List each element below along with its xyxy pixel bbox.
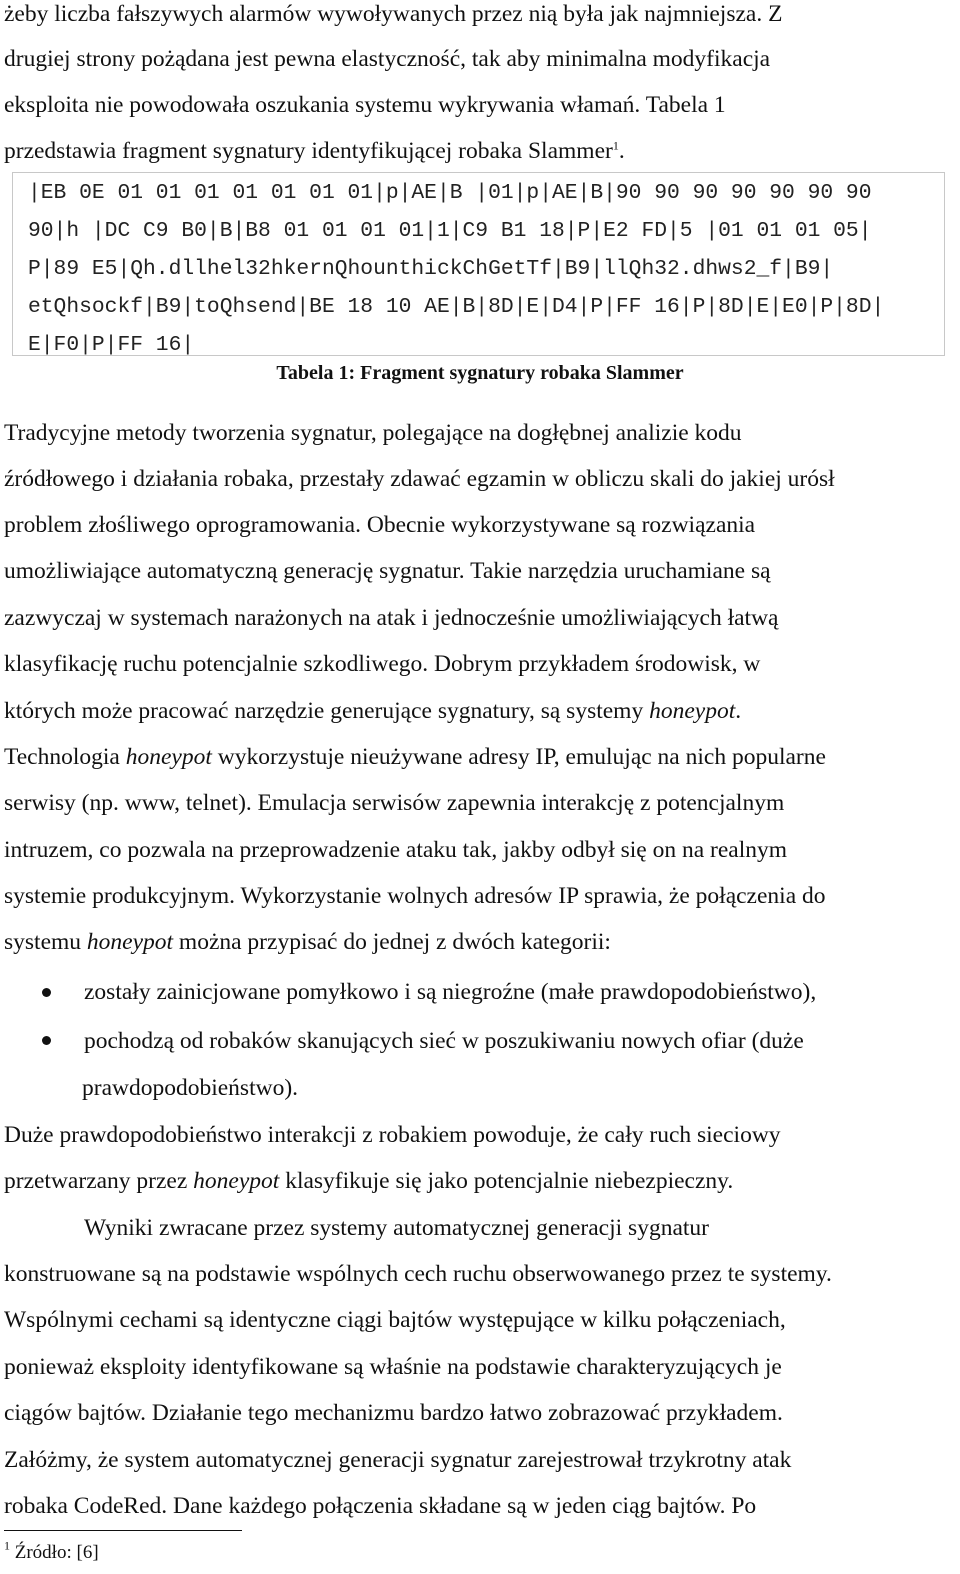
signature-line: |EB 0E 01 01 01 01 01 01 01|p|AE|B |01|p|AE|B|90 90 90 90 90 90 90 [28, 181, 872, 205]
footnote [4, 1540, 99, 1566]
signature-line: etQhsockf|B9|toQhsend|BE 18 10 AE|B|8D|E|D4|P|FF 16|P|8D|E|E0|P|8D| [28, 295, 885, 319]
text-span: których może pracować narzędzie generujące sygnatury, są systemy [4, 698, 650, 724]
italic-term: honeypot [125, 744, 212, 770]
text-span: . [735, 698, 742, 724]
text-line: eksploita nie powodowała oszukania systemu wykrywania włamań. Tabela 1 [4, 92, 726, 118]
italic-term: honeypot [193, 1168, 280, 1194]
bullet-dot [42, 988, 51, 997]
signature-line: P|89 E5|Qh.dllhel32hkernQhounthickChGetTf|B9|llQh32.dhws2_f|B9| [28, 257, 834, 281]
text-line [4, 697, 741, 725]
text-span: klasyfikuje się jako potencjalnie niebezpieczny. [279, 1168, 734, 1194]
footnote-text: Źródło: [6] [10, 1542, 99, 1563]
signature-line: E|F0|P|FF 16| [28, 333, 195, 357]
text-line: ciągów bajtów. Działanie tego mechanizmu bardzo łatwo zobrazować przykładem. [4, 1400, 783, 1426]
text-line: Tradycyjne metody tworzenia sygnatur, polegające na dogłębnej analizie kodu [4, 420, 742, 446]
text-line: klasyfikację ruchu potencjalnie szkodliwego. Dobrym przykładem środowisk, w [4, 651, 761, 677]
text-line: zazwyczaj w systemach narażonych na atak i jednocześnie umożliwiających łatwą [4, 605, 779, 631]
text-span: Technologia [4, 744, 126, 770]
bullet-item: pochodzą od robaków skanujących sieć w poszukiwaniu nowych ofiar (duże [84, 1028, 804, 1054]
text-line: Duże prawdopodobieństwo interakcji z robakiem powoduje, że cały ruch sieciowy [4, 1122, 781, 1148]
text-span: można przypisać do jednej z dwóch kategorii: [173, 929, 611, 955]
text-line: intruzem, co pozwala na przeprowadzenie ataku tak, jakby odbył się on na realnym [4, 837, 788, 863]
text-line: drugiej strony pożądana jest pewna elastyczność, tak aby minimalna modyfikacja [4, 46, 771, 72]
text-line: Załóżmy, że system automatycznej generacji sygnatur zarejestrował trzykrotny atak [4, 1447, 792, 1473]
bullet-dot [42, 1036, 51, 1045]
text-span: przedstawia fragment sygnatury identyfikującej robaka Slammer [4, 138, 613, 164]
italic-term: honeypot [86, 929, 174, 955]
table-caption: Tabela 1: Fragment sygnatury robaka Slammer [276, 362, 684, 384]
bullet-item-continuation: prawdopodobieństwo). [82, 1075, 299, 1101]
signature-table [12, 172, 945, 356]
text-span: wykorzystuje nieużywane adresy IP, emulując na nich popularne [211, 744, 826, 770]
text-line [4, 928, 611, 956]
text-line: umożliwiające automatyczną generację sygnatur. Takie narzędzia uruchamiane są [4, 558, 771, 584]
text-line: serwisy (np. www, telnet). Emulacja serwisów zapewnia interakcję z potencjalnym [4, 790, 785, 816]
text-span: przetwarzany przez [4, 1168, 194, 1194]
text-line: konstruowane są na podstawie wspólnych cech ruchu obserwowanego przez te systemy. [4, 1261, 832, 1287]
signature-line: 90|h |DC C9 B0|B|B8 01 01 01 01|1|C9 B1 18|P|E2 FD|5 |01 01 01 05| [28, 219, 872, 243]
bullet-item: zostały zainicjowane pomyłkowo i są niegroźne (małe prawdopodobieństwo), [84, 979, 817, 1005]
text-line: Wspólnymi cechami są identyczne ciągi bajtów występujące w kilku połączeniach, [4, 1307, 786, 1333]
text-span: . [618, 138, 625, 164]
text-line: systemie produkcyjnym. Wykorzystanie wolnych adresów IP sprawia, że połączenia do [4, 883, 826, 909]
text-line [4, 137, 625, 165]
text-line: Wyniki zwracane przez systemy automatycznej generacji sygnatur [84, 1215, 709, 1241]
text-line [4, 743, 826, 771]
text-line [4, 1167, 733, 1195]
text-line: robaka CodeRed. Dane każdego połączenia składane są w jeden ciąg bajtów. Po [4, 1493, 757, 1519]
footnote-reference[interactable]: 1 [612, 138, 619, 153]
text-line: ponieważ eksploity identyfikowane są właśnie na podstawie charakteryzujących je [4, 1354, 782, 1380]
footnote-number: 1 [4, 1538, 10, 1553]
text-line: żeby liczba fałszywych alarmów wywoływanych przez nią była jak najmniejsza. Z [4, 1, 783, 27]
italic-term: honeypot [649, 698, 736, 724]
text-line: problem złośliwego oprogramowania. Obecnie wykorzystywane są rozwiązania [4, 512, 756, 538]
text-span: systemu [4, 929, 87, 955]
text-line: źródłowego i działania robaka, przestały zdawać egzamin w obliczu skali do jakiej urósł [4, 466, 835, 492]
footnote-divider [4, 1530, 242, 1531]
